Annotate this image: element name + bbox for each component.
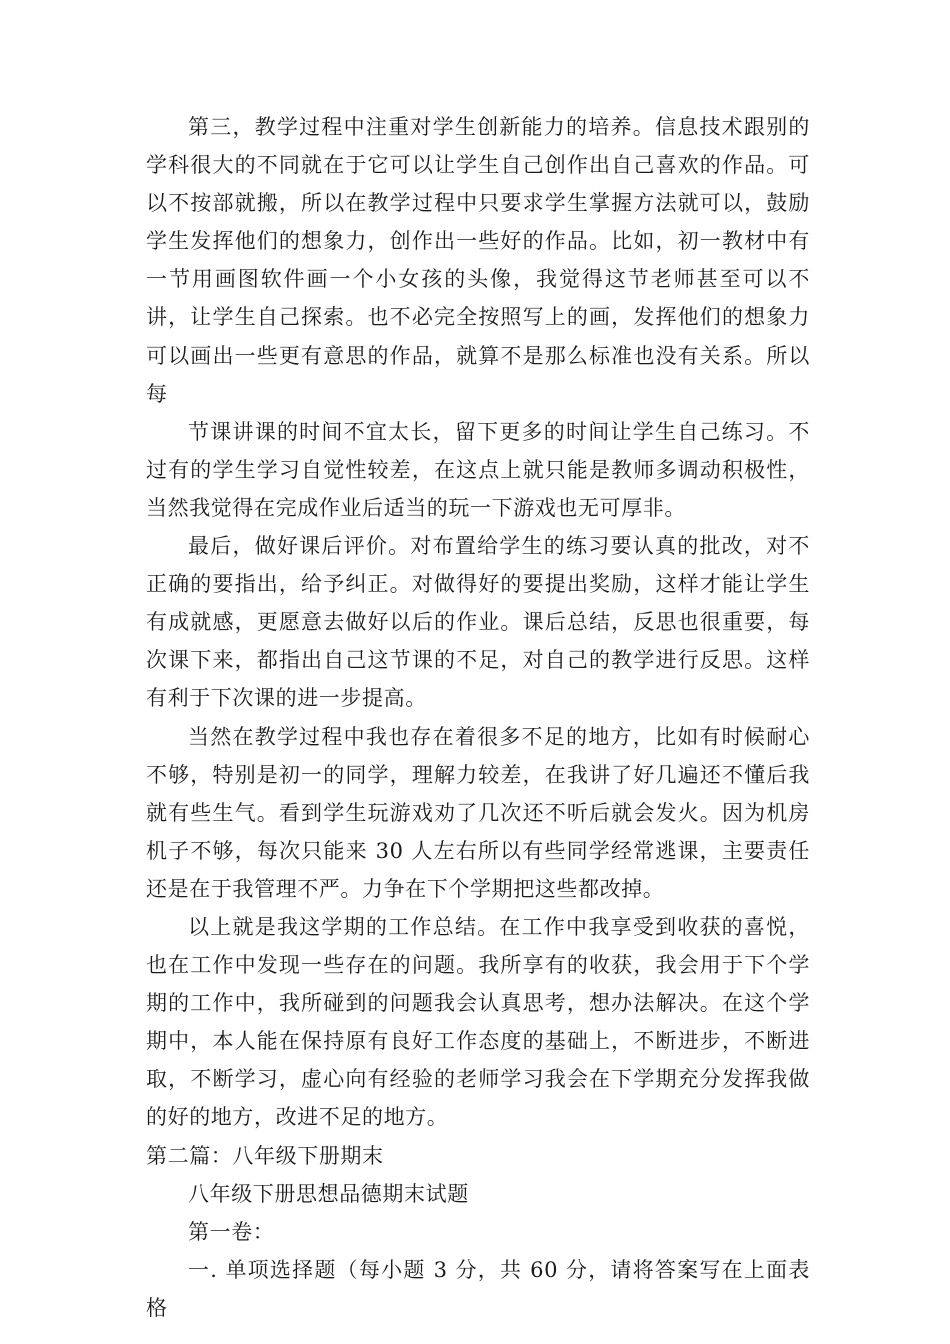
section-heading: 第二篇：八年级下册期末 [146, 1143, 384, 1168]
paragraph-evaluation: 最后，做好课后评价。对布置给学生的练习要认真的批改，对不正确的要指出，给予纠正。对做得好的要提出奖励，这样才能让学生有成就感，更愿意去做好以后的作业。课后总结，反思也很重要，每次课下来，都指出自己这节课的不足，对自己的教学进行反思。这样有利于下次课的进一步提高。 [146, 534, 810, 711]
document-body [146, 108, 810, 1327]
exam-title: 八年级下册思想品德期末试题 [188, 1181, 469, 1206]
paragraph-shortcomings: 当然在教学过程中我也存在着很多不足的地方，比如有时候耐心不够，特别是初一的同学，理解力较差，在我讲了好几遍还不懂后我就有些生气。看到学生玩游戏劝了几次还不听后就会发火。因为机房机子不够，每次只能来 30 人左右所以有些同学经常逃课，主要责任还是在于我管理不严。力争在下个学期把这些都改掉。 [146, 724, 810, 901]
paragraph-summary: 以上就是我这学期的工作总结。在工作中我享受到收获的喜悦，也在工作中发现一些存在的问题。我所享有的收获，我会用于下个学期的工作中，我所碰到的问题我会认真思考，想办法解决。在这个学期中，本人能在保持原有良好工作态度的基础上，不断进步，不断进取，不断学习，虚心向有经验的老师学习我会在下学期充分发挥我做的好的地方，改进不足的地方。 [146, 914, 810, 1130]
question-intro: 一. 单项选择题（每小题 3 分，共 60 分，请将答案写在上面表格 [146, 1257, 810, 1320]
volume-label: 第一卷： [188, 1219, 275, 1244]
paragraph-innovation: 第三，教学过程中注重对学生创新能力的培养。信息技术跟别的学科很大的不同就在于它可以让学生自己创作出自己喜欢的作品。可以不按部就搬，所以在教学过程中只要求学生掌握方法就可以，鼓励学生发挥他们的想象力，创作出一些好的作品。比如，初一教材中有一节用画图软件画一个小女孩的头像，我觉得这节老师甚至可以不讲，让学生自己探索。也不必完全按照写上的画，发挥他们的想象力可以画出一些更有意思的作品，就算不是那么标准也没有关系。所以每 [146, 115, 810, 406]
paragraph-practice-time: 节课讲课的时间不宜太长，留下更多的时间让学生自己练习。不过有的学生学习自觉性较差，在这点上就只能是教师多调动积极性，当然我觉得在完成作业后适当的玩一下游戏也无可厚非。 [146, 419, 810, 520]
